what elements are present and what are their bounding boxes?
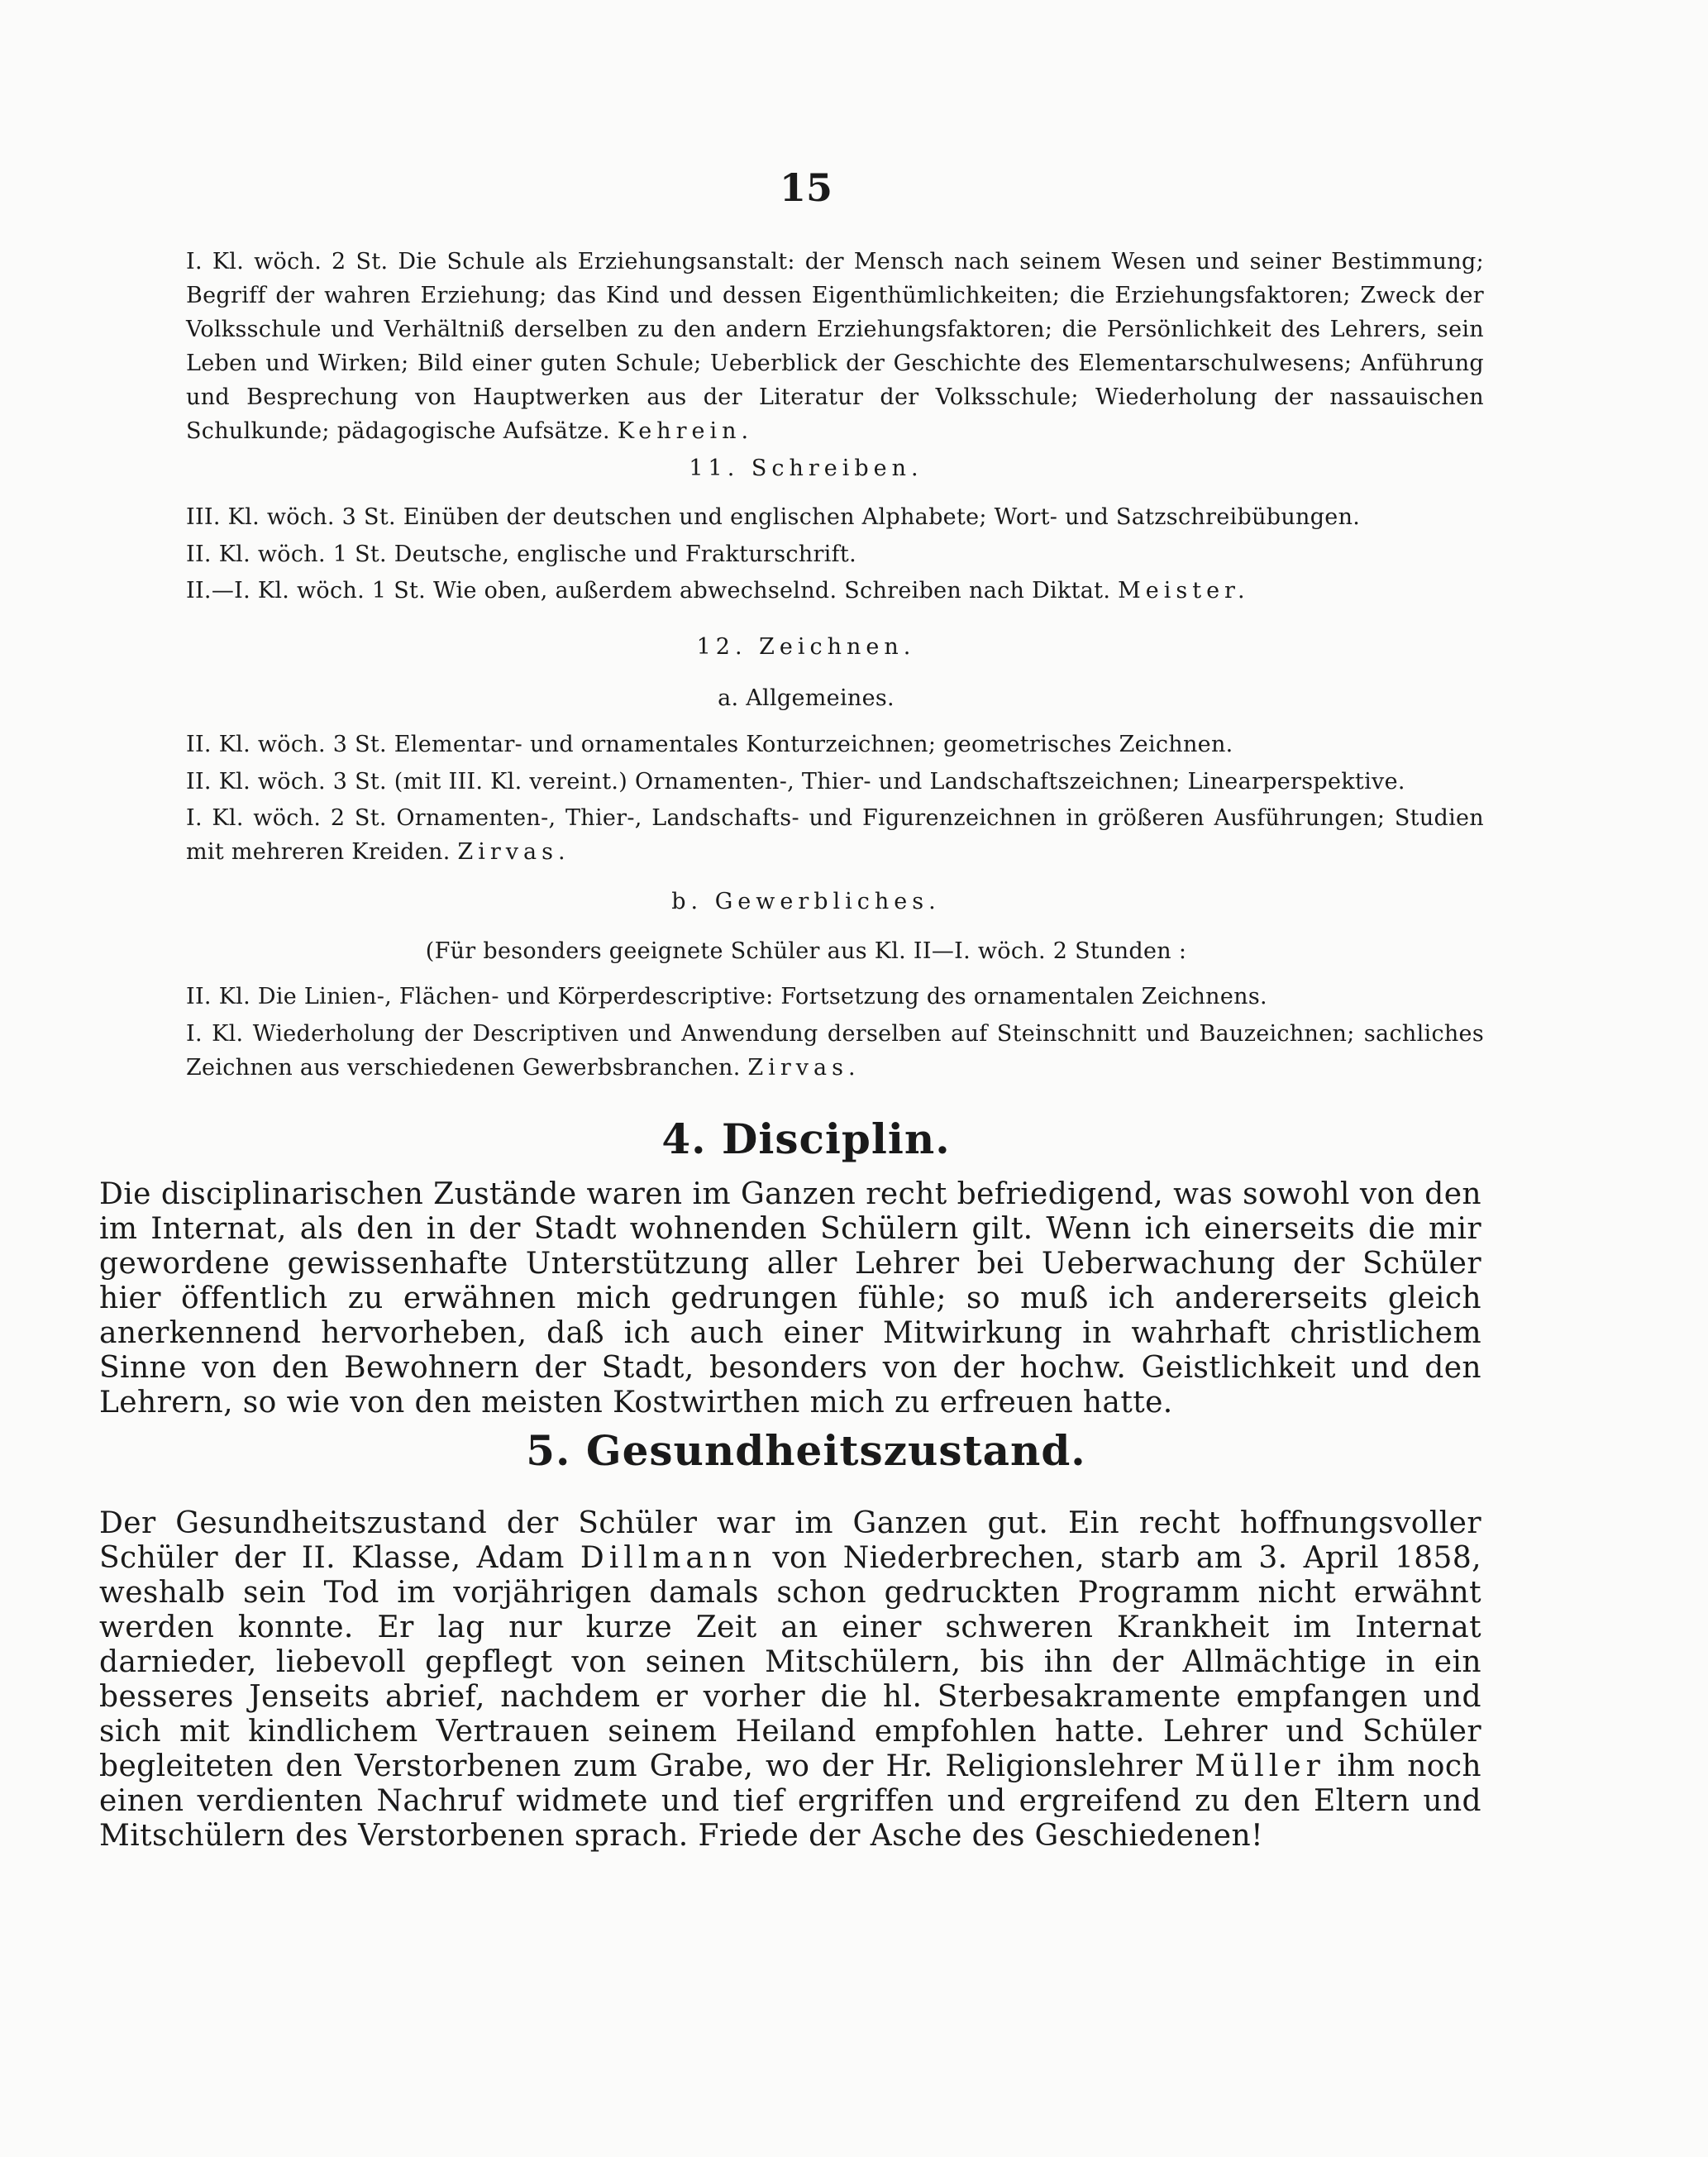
page-number: 15 [779,165,833,210]
entry-label: I. Kl. wöch. 2 St. [186,805,387,831]
entry-label: I. Kl. wöch. 2 St. [186,249,389,274]
teacher-name: Zirvas. [747,1055,861,1081]
entry-label: II. Kl. wöch. 1 St. [186,542,387,567]
zeichnen-note-b: (Für besonders geeignete Schüler aus Kl. II—I. wöch. 2 Stunden : [425,938,1187,964]
entry-label: II. Kl. wöch. 3 St. [186,732,387,757]
entry-text: Wiederholung der Descriptiven und Anwendung derselben auf Steinschnitt und Bauzeichnen; sachliches Zeichnen aus verschiedenen Gewerbsbranchen. [186,1021,1484,1081]
teacher-name: Kehrein. [617,418,754,444]
zeichnen-sub-a: a. Allgemeines. [718,685,895,711]
zeichnen-sub-b: b. Gewerbliches. [671,889,941,914]
entry-text: Einüben der deutschen und englischen Alphabete; Wort- und Satzschreibübungen. [403,504,1361,530]
entry-text: Deutsche, englische und Frakturschrift. [394,542,856,567]
disciplin-heading: 4. Disciplin. [661,1114,951,1163]
entry-label: I. Kl. [186,1021,244,1047]
pedagogy-entry [186,245,1484,448]
student-name: Dillmann [580,1541,757,1575]
zeichnen-entry [186,1017,1484,1085]
entry-text: Elementar- und ornamentales Konturzeichnen; geometrisches Zeichnen. [394,732,1233,757]
entry-text: Ornamenten-, Thier-, Landschafts- und Figurenzeichnen in größeren Ausführungen; Studien mit mehreren Kreiden. [186,805,1484,865]
paragraph-text: von Niederbrechen, starb am 3. April 1858, weshalb sein Tod im vorjährigen damals schon gedruckten Programm nicht erwähnt werden konnte. Er lag nur kurze Zeit an einer schweren Krankheit im Internat darnieder, liebevoll gepflegt von seinen Mitschülern, bis ihn der Allmächtige in ein besseres Jenseits abrief, nachdem er vorher die hl. Sterbesakramente empfangen und sich mit kindlichem Vertrauen seinem Heiland empfohlen hatte. Lehrer und Schüler begleiteten den Verstorbenen zum Grabe, wo der Hr. Religionslehrer [99,1541,1482,1783]
paragraph-text: ihm noch einen verdienten Nachruf widmete und tief ergriffen und ergreifend zu den Eltern und Mitschülern des Verstorbenen sprach. Friede der Asche des Geschiedenen! [99,1749,1482,1853]
schreiben-heading: 11. Schreiben. [689,456,923,481]
zeichnen-entry [186,765,1484,799]
entry-label: II.—I. Kl. wöch. 1 St. [186,578,427,604]
zeichnen-entry [186,801,1484,869]
disciplin-paragraph: Die disciplinarischen Zustände waren im Ganzen recht befriedigend, was sowohl von den im Internat, als den in der Stadt wohnenden Schülern gilt. Wenn ich einerseits die mir gewordene gewissenhafte Unterstützung aller Lehrer bei Ueberwachung der Schüler hier öffentlich zu erwähnen mich gedrungen fühle; so muß ich andererseits gleich anerkennend hervorheben, daß ich auch einer Mitwirkung in wahrhaft christlichem Sinne von den Bewohnern der Stadt, besonders von der hochw. Geistlichkeit und den Lehrern, so wie von den meisten Kostwirthen mich zu erfreuen hatte. [99,1177,1481,1420]
schreiben-entry [186,537,1484,571]
paragraph-text: Der Gesundheitszustand der Schüler war im Ganzen gut. Ein recht hoffnungsvoller Schüler der II. Klasse, Adam [99,1506,1481,1575]
schreiben-entry [186,574,1484,608]
entry-text: Die Schule als Erziehungsanstalt: der Mensch nach seinem Wesen und seiner Bestimmung; Begriff der wahren Erziehung; das Kind und dessen Eigenthümlichkeiten; die Erziehungsfaktoren; Zweck der Volksschule und Verhältniß derselben zu den andern Erziehungsfaktoren; die Persönlichkeit des Lehrers, sein Leben und Wirken; Bild einer guten Schule; Ueberblick der Geschichte des Elementarschulwesens; Anführung und Besprechung von Hauptwerken aus der Literatur der Volksschule; Wiederholung der nassauischen Schulkunde; pädagogische Aufsätze. [186,249,1484,444]
entry-text: Wie oben, außerdem abwechselnd. Schreiben nach Diktat. [432,578,1111,604]
entry-label: III. Kl. wöch. 3 St. [186,504,396,530]
schreiben-entry [186,500,1484,534]
zeichnen-entry [186,980,1484,1014]
zeichnen-entry [186,728,1484,761]
entry-text: (mit III. Kl. vereint.) Ornamenten-, Thier- und Landschaftszeichnen; Linearperspektive. [394,769,1405,795]
gesundheit-paragraph [99,1506,1481,1854]
entry-label: II. Kl. wöch. 3 St. [186,769,387,795]
teacher-name: Zirvas. [457,839,570,865]
teacher-name: Meister. [1118,578,1250,604]
teacher-name: Müller [1195,1749,1325,1783]
zeichnen-heading: 12. Zeichnen. [696,634,916,660]
entry-label: II. Kl. [186,984,250,1009]
gesundheit-heading: 5. Gesundheitszustand. [526,1426,1086,1475]
entry-text: Die Linien-, Flächen- und Körperdescriptive: Fortsetzung des ornamentalen Zeichnens. [257,984,1267,1009]
